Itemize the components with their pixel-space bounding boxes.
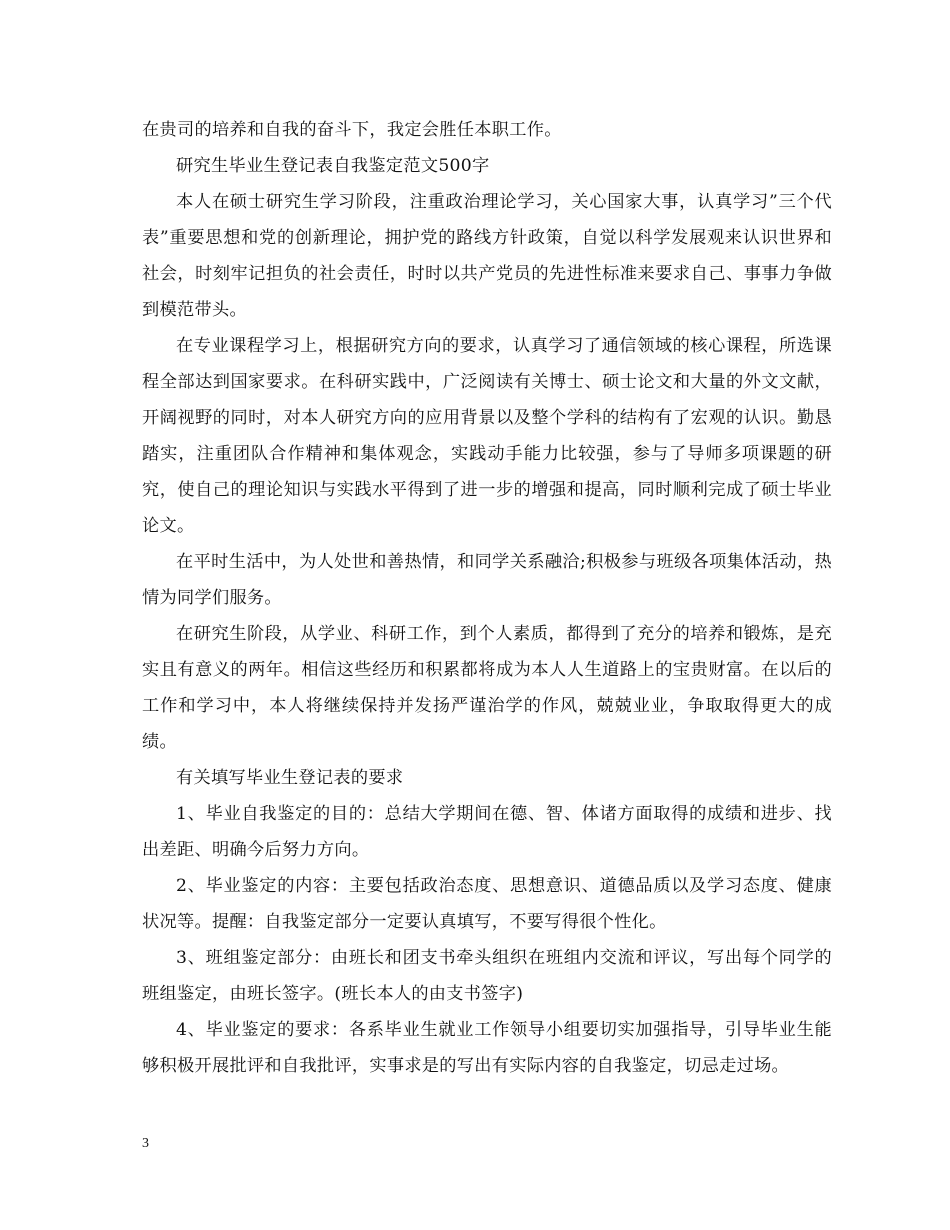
paragraph-political-study: 本人在硕士研究生学习阶段，注重政治理论学习，关心国家大事，认真学习”三个代表”重要思想和党的创新理论，拥护党的路线方针政策，自觉以科学发展观来认识世界和社会，时刻牢记担负的社会责任，时时以共产党员的先进性标准来要求自己、事事力争做到模范带头。 <box>142 192 832 320</box>
paragraph-graduate-stage: 在研究生阶段，从学业、科研工作，到个人素质，都得到了充分的培养和锻炼，是充实且有意义的两年。相信这些经历和积累都将成为本人人生道路上的宝贵财富。在以后的工作和学习中，本人将继续保持并发扬严谨治学的作风，兢兢业业，争取取得更大的成绩。 <box>142 624 832 752</box>
page-number: 3 <box>142 1136 149 1151</box>
requirement-item-2: 2、毕业鉴定的内容：主要包括政治态度、思想意识、道德品质以及学习态度、健康状况等。提醒：自我鉴定部分一定要认真填写，不要写得很个性化。 <box>142 876 832 932</box>
document-body <box>142 112 832 1084</box>
requirement-item-1: 1、毕业自我鉴定的目的：总结大学期间在德、智、体诸方面取得的成绩和进步、找出差距、明确今后努力方向。 <box>142 804 832 860</box>
requirement-item-4: 4、毕业鉴定的要求：各系毕业生就业工作领导小组要切实加强指导，引导毕业生能够积极开展批评和自我批评，实事求是的写出有实际内容的自我鉴定，切忌走过场。 <box>142 1020 832 1076</box>
paragraph-continuation: 在贵司的培养和自我的奋斗下，我定会胜任本职工作。 <box>142 120 562 140</box>
requirement-item-3: 3、班组鉴定部分：由班长和团支书牵头组织在班组内交流和评议，写出每个同学的班组鉴定，由班长签字。(班长本人的由支书签字) <box>142 948 832 1004</box>
section-title-self-assessment: 研究生毕业生登记表自我鉴定范文500字 <box>176 156 490 176</box>
section-title-requirements: 有关填写毕业生登记表的要求 <box>176 768 404 788</box>
paragraph-coursework: 在专业课程学习上，根据研究方向的要求，认真学习了通信领域的核心课程，所选课程全部达到国家要求。在科研实践中，广泛阅读有关博士、硕士论文和大量的外文文献，开阔视野的同时，对本人研究方向的应用背景以及整个学科的结构有了宏观的认识。勤恳踏实，注重团队合作精神和集体观念，实践动手能力比较强，参与了导师多项课题的研究，使自己的理论知识与实践水平得到了进一步的增强和提高，同时顺利完成了硕士毕业论文。 <box>142 336 832 536</box>
paragraph-daily-life: 在平时生活中，为人处世和善热情，和同学关系融洽;积极参与班级各项集体活动，热情为同学们服务。 <box>142 552 832 608</box>
